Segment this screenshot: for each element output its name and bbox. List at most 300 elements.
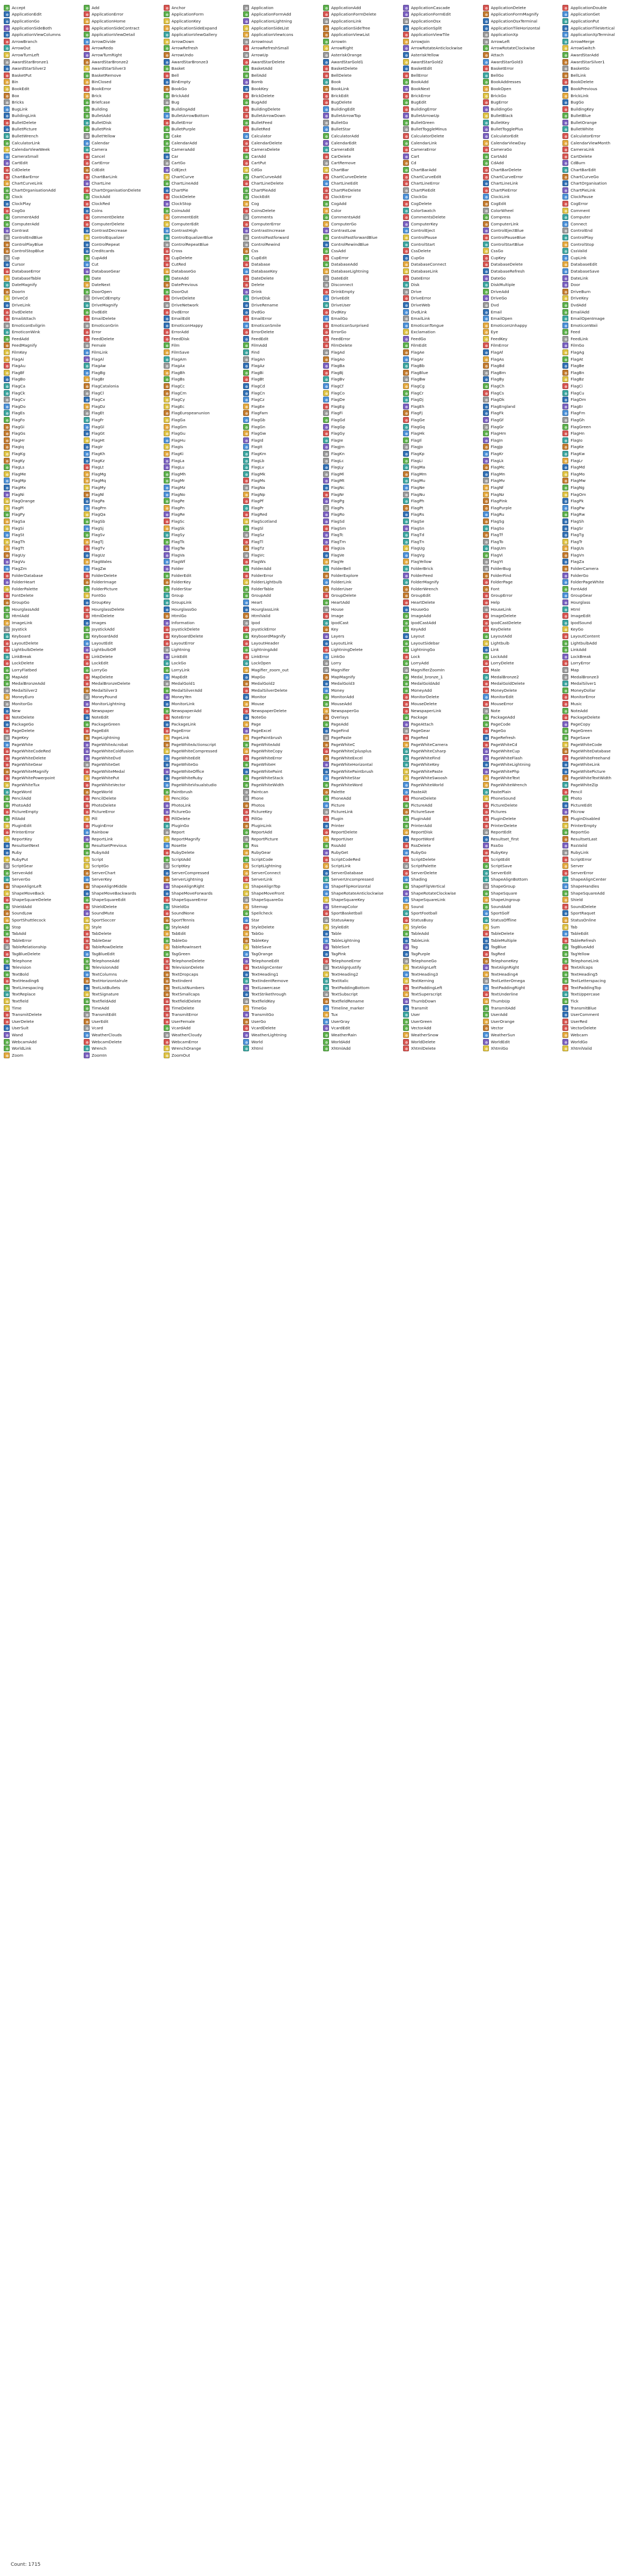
icon-item[interactable] [482,653,562,660]
icon-item[interactable] [323,92,402,99]
icon-item[interactable] [482,971,562,978]
icon-item[interactable] [83,1005,163,1012]
icon-item[interactable] [402,92,482,99]
icon-item[interactable] [243,362,323,369]
icon-item[interactable] [562,437,642,444]
icon-item[interactable] [402,38,482,45]
icon-item[interactable] [562,707,642,714]
icon-item[interactable] [3,268,83,275]
icon-item[interactable] [243,667,323,674]
icon-item[interactable] [402,275,482,282]
icon-item[interactable] [562,92,642,99]
icon-item[interactable] [402,160,482,167]
icon-item[interactable] [163,180,243,187]
icon-item[interactable] [562,619,642,626]
icon-item[interactable] [562,606,642,613]
icon-item[interactable] [402,896,482,903]
icon-item[interactable] [562,281,642,288]
icon-item[interactable] [83,140,163,147]
icon-item[interactable] [243,971,323,978]
icon-item[interactable] [562,559,642,566]
icon-item[interactable] [83,552,163,559]
icon-item[interactable] [402,565,482,572]
icon-item[interactable] [243,58,323,65]
icon-item[interactable] [3,694,83,701]
icon-item[interactable] [243,843,323,850]
icon-item[interactable] [562,416,642,423]
icon-item[interactable] [562,444,642,451]
icon-item[interactable] [482,565,562,572]
icon-item[interactable] [83,619,163,626]
icon-item[interactable] [243,309,323,316]
icon-item[interactable] [163,457,243,464]
icon-item[interactable] [323,626,402,633]
icon-item[interactable] [83,396,163,403]
icon-item[interactable] [83,592,163,599]
icon-item[interactable] [482,430,562,437]
icon-item[interactable] [83,802,163,809]
icon-item[interactable] [163,79,243,86]
icon-item[interactable] [482,390,562,397]
icon-item[interactable] [323,883,402,890]
icon-item[interactable] [243,349,323,356]
icon-item[interactable] [83,52,163,58]
icon-item[interactable] [482,92,562,99]
icon-item[interactable] [83,497,163,504]
icon-item[interactable] [163,802,243,809]
icon-item[interactable] [562,876,642,883]
icon-item[interactable] [243,1018,323,1025]
icon-item[interactable] [3,822,83,829]
icon-item[interactable] [402,633,482,640]
icon-item[interactable] [482,288,562,295]
icon-item[interactable] [3,910,83,917]
icon-item[interactable] [3,369,83,376]
icon-item[interactable] [83,991,163,998]
icon-item[interactable] [562,207,642,214]
icon-item[interactable] [562,822,642,829]
icon-item[interactable] [163,65,243,72]
icon-item[interactable] [83,1011,163,1018]
icon-item[interactable] [402,998,482,1005]
icon-item[interactable] [3,957,83,964]
icon-item[interactable] [163,1018,243,1025]
icon-item[interactable] [83,200,163,207]
icon-item[interactable] [482,228,562,235]
icon-item[interactable] [83,113,163,120]
icon-item[interactable] [402,667,482,674]
icon-item[interactable] [163,694,243,701]
icon-item[interactable] [163,572,243,579]
icon-item[interactable] [163,160,243,167]
icon-item[interactable] [402,525,482,532]
icon-item[interactable] [3,478,83,485]
icon-item[interactable] [83,579,163,586]
icon-item[interactable] [3,741,83,748]
icon-item[interactable] [3,187,83,194]
icon-item[interactable] [482,146,562,153]
icon-item[interactable] [323,545,402,552]
icon-item[interactable] [323,254,402,261]
icon-item[interactable] [243,653,323,660]
icon-item[interactable] [243,728,323,735]
icon-item[interactable] [163,228,243,235]
icon-item[interactable] [402,52,482,58]
icon-item[interactable] [243,714,323,721]
icon-item[interactable] [3,572,83,579]
icon-item[interactable] [163,531,243,538]
icon-item[interactable] [402,809,482,816]
icon-item[interactable] [562,700,642,707]
icon-item[interactable] [402,836,482,843]
icon-item[interactable] [323,910,402,917]
icon-item[interactable] [562,241,642,248]
icon-item[interactable] [3,491,83,498]
icon-item[interactable] [482,890,562,897]
icon-item[interactable] [243,261,323,268]
icon-item[interactable] [323,194,402,201]
icon-item[interactable] [243,741,323,748]
icon-item[interactable] [243,694,323,701]
icon-item[interactable] [402,437,482,444]
icon-item[interactable] [243,545,323,552]
icon-item[interactable] [402,302,482,309]
icon-item[interactable] [482,113,562,120]
icon-item[interactable] [83,646,163,653]
icon-item[interactable] [402,511,482,518]
icon-item[interactable] [83,471,163,478]
icon-item[interactable] [402,423,482,430]
icon-item[interactable] [3,38,83,45]
icon-item[interactable] [83,444,163,451]
icon-item[interactable] [163,329,243,336]
icon-item[interactable] [3,802,83,809]
icon-item[interactable] [402,734,482,741]
icon-item[interactable] [3,450,83,457]
icon-item[interactable] [243,917,323,924]
icon-item[interactable] [482,234,562,241]
icon-item[interactable] [562,85,642,92]
icon-item[interactable] [243,126,323,133]
icon-item[interactable] [562,133,642,140]
icon-item[interactable] [83,883,163,890]
icon-item[interactable] [3,329,83,336]
icon-item[interactable] [3,106,83,113]
icon-item[interactable] [83,416,163,423]
icon-item[interactable] [3,592,83,599]
icon-item[interactable] [163,707,243,714]
icon-item[interactable] [3,166,83,173]
icon-item[interactable] [482,626,562,633]
icon-item[interactable] [562,268,642,275]
icon-item[interactable] [562,592,642,599]
icon-item[interactable] [323,140,402,147]
icon-item[interactable] [243,876,323,883]
icon-item[interactable] [83,1045,163,1052]
icon-item[interactable] [402,680,482,687]
icon-item[interactable] [163,795,243,802]
icon-item[interactable] [3,52,83,58]
icon-item[interactable] [163,822,243,829]
icon-item[interactable] [482,903,562,910]
icon-item[interactable] [562,998,642,1005]
icon-item[interactable] [562,356,642,363]
icon-item[interactable] [323,79,402,86]
icon-item[interactable] [323,52,402,58]
icon-item[interactable] [323,944,402,951]
icon-item[interactable] [163,755,243,762]
icon-item[interactable] [243,464,323,471]
icon-item[interactable] [482,640,562,647]
icon-item[interactable] [163,612,243,619]
icon-item[interactable] [3,768,83,775]
icon-item[interactable] [83,511,163,518]
icon-item[interactable] [83,734,163,741]
icon-item[interactable] [83,85,163,92]
icon-item[interactable] [482,335,562,342]
icon-item[interactable] [402,362,482,369]
icon-item[interactable] [482,680,562,687]
icon-item[interactable] [323,25,402,32]
icon-item[interactable] [163,728,243,735]
icon-item[interactable] [562,113,642,120]
icon-item[interactable] [243,254,323,261]
icon-item[interactable] [83,383,163,390]
icon-item[interactable] [3,79,83,86]
icon-item[interactable] [482,194,562,201]
icon-item[interactable] [83,998,163,1005]
icon-item[interactable] [482,362,562,369]
icon-item[interactable] [83,781,163,788]
icon-item[interactable] [402,775,482,782]
icon-item[interactable] [3,869,83,876]
icon-item[interactable] [402,518,482,525]
icon-item[interactable] [243,896,323,903]
icon-item[interactable] [323,667,402,674]
icon-item[interactable] [323,396,402,403]
icon-item[interactable] [562,484,642,491]
icon-item[interactable] [482,58,562,65]
icon-item[interactable] [163,721,243,728]
icon-item[interactable] [83,309,163,316]
icon-item[interactable] [402,133,482,140]
icon-item[interactable] [482,79,562,86]
icon-item[interactable] [243,626,323,633]
icon-item[interactable] [3,511,83,518]
icon-item[interactable] [482,910,562,917]
icon-item[interactable] [163,295,243,302]
icon-item[interactable] [482,869,562,876]
icon-item[interactable] [402,612,482,619]
icon-item[interactable] [163,315,243,322]
icon-item[interactable] [402,869,482,876]
icon-item[interactable] [482,883,562,890]
icon-item[interactable] [562,924,642,931]
icon-item[interactable] [243,619,323,626]
icon-item[interactable] [482,25,562,32]
icon-item[interactable] [402,707,482,714]
icon-item[interactable] [3,261,83,268]
icon-item[interactable] [243,153,323,160]
icon-item[interactable] [323,38,402,45]
icon-item[interactable] [402,31,482,38]
icon-item[interactable] [562,964,642,971]
icon-item[interactable] [402,11,482,18]
icon-item[interactable] [482,518,562,525]
icon-item[interactable] [323,971,402,978]
icon-item[interactable] [402,856,482,863]
icon-item[interactable] [163,633,243,640]
icon-item[interactable] [402,1005,482,1012]
icon-item[interactable] [3,140,83,147]
icon-item[interactable] [562,329,642,336]
icon-item[interactable] [243,302,323,309]
icon-item[interactable] [482,207,562,214]
icon-item[interactable] [402,309,482,316]
icon-item[interactable] [562,45,642,52]
icon-item[interactable] [323,484,402,491]
icon-item[interactable] [482,984,562,991]
icon-item[interactable] [482,646,562,653]
icon-item[interactable] [323,633,402,640]
icon-item[interactable] [163,815,243,822]
icon-item[interactable] [3,674,83,680]
icon-item[interactable] [562,775,642,782]
icon-item[interactable] [402,342,482,349]
icon-item[interactable] [562,572,642,579]
icon-item[interactable] [562,674,642,680]
icon-item[interactable] [163,146,243,153]
icon-item[interactable] [402,957,482,964]
icon-item[interactable] [562,653,642,660]
icon-item[interactable] [323,815,402,822]
icon-item[interactable] [482,302,562,309]
icon-item[interactable] [562,978,642,985]
icon-item[interactable] [323,714,402,721]
icon-item[interactable] [3,809,83,816]
icon-item[interactable] [3,903,83,910]
icon-item[interactable] [83,700,163,707]
icon-item[interactable] [323,234,402,241]
icon-item[interactable] [3,612,83,619]
icon-item[interactable] [83,207,163,214]
icon-item[interactable] [323,822,402,829]
icon-item[interactable] [243,180,323,187]
icon-item[interactable] [482,342,562,349]
icon-item[interactable] [323,592,402,599]
icon-item[interactable] [562,579,642,586]
icon-item[interactable] [163,390,243,397]
icon-item[interactable] [323,748,402,755]
icon-item[interactable] [163,478,243,485]
icon-item[interactable] [83,45,163,52]
icon-item[interactable] [83,674,163,680]
icon-item[interactable] [3,856,83,863]
icon-item[interactable] [243,356,323,363]
icon-item[interactable] [163,619,243,626]
icon-item[interactable] [402,430,482,437]
icon-item[interactable] [402,390,482,397]
icon-item[interactable] [323,329,402,336]
icon-item[interactable] [3,836,83,843]
icon-item[interactable] [243,119,323,126]
icon-item[interactable] [243,687,323,694]
icon-item[interactable] [323,646,402,653]
icon-item[interactable] [323,119,402,126]
icon-item[interactable] [163,876,243,883]
icon-item[interactable] [163,1031,243,1038]
icon-item[interactable] [562,335,642,342]
icon-item[interactable] [243,883,323,890]
icon-item[interactable] [402,349,482,356]
icon-item[interactable] [323,788,402,795]
icon-item[interactable] [482,214,562,221]
icon-item[interactable] [402,329,482,336]
icon-item[interactable] [163,396,243,403]
icon-item[interactable] [83,856,163,863]
icon-item[interactable] [83,896,163,903]
icon-item[interactable] [323,403,402,410]
icon-item[interactable] [3,883,83,890]
icon-item[interactable] [323,538,402,545]
icon-item[interactable] [402,1018,482,1025]
icon-item[interactable] [163,214,243,221]
icon-item[interactable] [3,85,83,92]
icon-item[interactable] [562,586,642,592]
icon-item[interactable] [3,896,83,903]
icon-item[interactable] [83,1052,163,1059]
icon-item[interactable] [83,173,163,180]
icon-item[interactable] [482,1018,562,1025]
icon-item[interactable] [402,991,482,998]
icon-item[interactable] [83,315,163,322]
icon-item[interactable] [562,1005,642,1012]
icon-item[interactable] [243,65,323,72]
icon-item[interactable] [243,79,323,86]
icon-item[interactable] [243,457,323,464]
icon-item[interactable] [482,106,562,113]
icon-item[interactable] [163,126,243,133]
icon-item[interactable] [482,247,562,254]
icon-item[interactable] [163,734,243,741]
icon-item[interactable] [83,25,163,32]
icon-item[interactable] [562,214,642,221]
icon-item[interactable] [402,748,482,755]
icon-item[interactable] [243,247,323,254]
icon-item[interactable] [323,1038,402,1045]
icon-item[interactable] [83,322,163,329]
icon-item[interactable] [3,579,83,586]
icon-item[interactable] [83,903,163,910]
icon-item[interactable] [163,450,243,457]
icon-item[interactable] [482,707,562,714]
icon-item[interactable] [402,653,482,660]
icon-item[interactable] [163,680,243,687]
icon-item[interactable] [83,437,163,444]
icon-item[interactable] [243,471,323,478]
icon-item[interactable] [402,917,482,924]
icon-item[interactable] [323,930,402,937]
icon-item[interactable] [323,444,402,451]
icon-item[interactable] [83,410,163,417]
icon-item[interactable] [163,302,243,309]
icon-item[interactable] [323,275,402,282]
icon-item[interactable] [3,403,83,410]
icon-item[interactable] [3,376,83,383]
icon-item[interactable] [163,504,243,511]
icon-item[interactable] [243,707,323,714]
icon-item[interactable] [3,788,83,795]
